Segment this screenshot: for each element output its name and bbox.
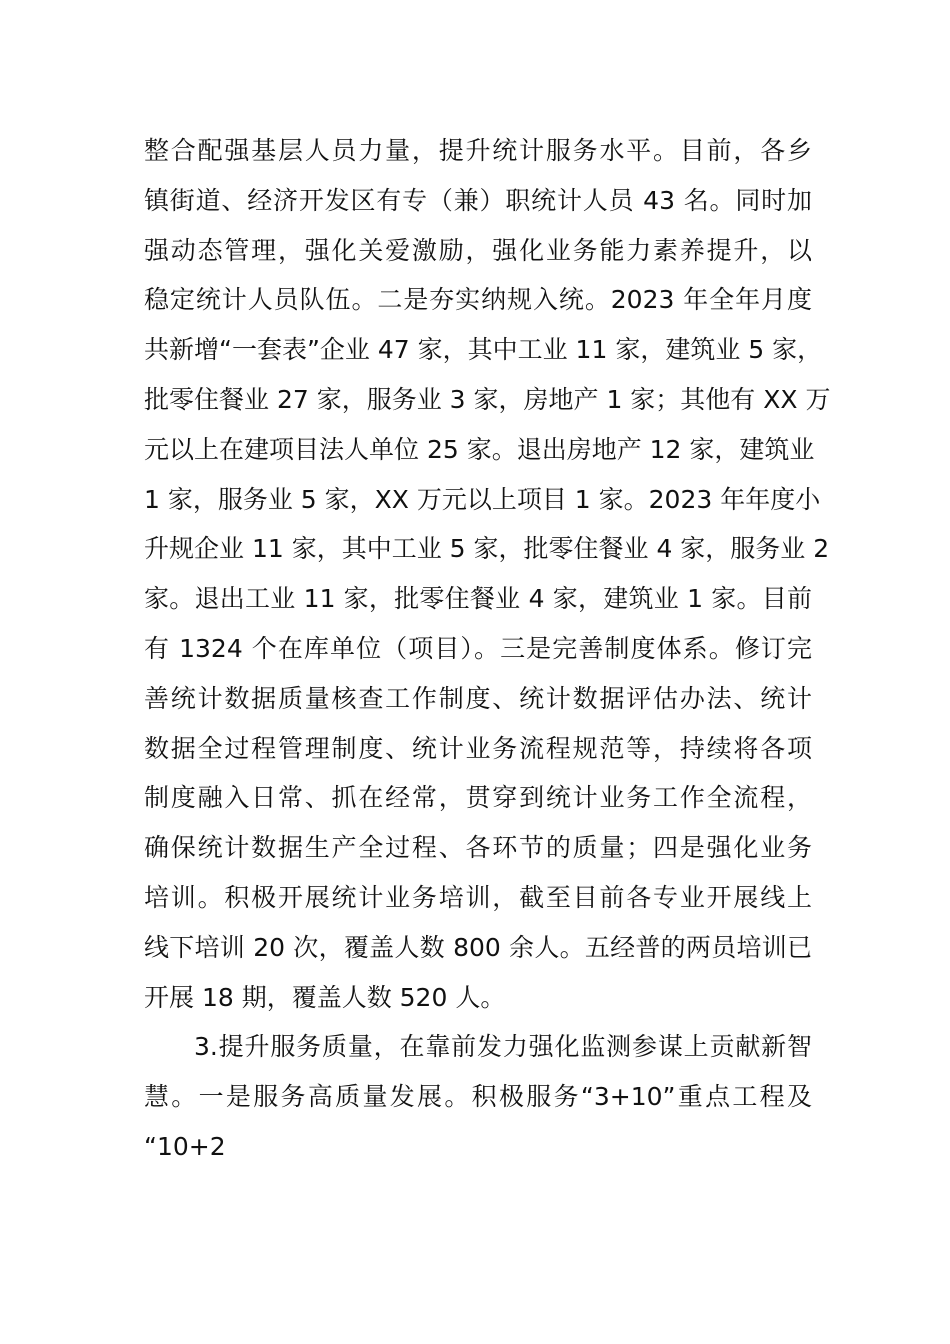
text-line: 强动态管理，强化关爱激励，强化业务能力素养提升，以 [144, 235, 812, 265]
text-line: 镇街道、经济开发区有专（兼）职统计人员 43 名。同时加 [144, 185, 812, 215]
section-heading-line: 3.提升服务质量，在靠前发力强化监测参谋上贡献新智 [194, 1032, 812, 1062]
text-line: “10+2 [144, 1131, 226, 1161]
text-line: 慧。一是服务高质量发展。积极服务“3+10”重点工程及 [144, 1082, 812, 1112]
text-line: 数据全过程管理制度、统计业务流程规范等，持续将各项 [144, 733, 812, 763]
text-line: 善统计数据质量核查工作制度、统计数据评估办法、统计 [144, 683, 812, 713]
text-line: 共新增“一套表”企业 47 家，其中工业 11 家，建筑业 5 家， [144, 335, 823, 365]
text-line: 整合配强基层人员力量，提升统计服务水平。目前，各乡 [144, 136, 812, 165]
text-line: 批零住餐业 27 家，服务业 3 家，房地产 1 家；其他有 XX 万 [144, 384, 831, 414]
body-text [144, 126, 831, 1172]
text-line: 升规企业 11 家，其中工业 5 家，批零住餐业 4 家，服务业 2 [144, 534, 830, 564]
text-line: 1 家，服务业 5 家，XX 万元以上项目 1 家。2023 年年度小 [144, 484, 821, 514]
text-line: 确保统计数据生产全过程、各环节的质量；四是强化业务 [144, 833, 812, 863]
text-line: 元以上在建项目法人单位 25 家。退出房地产 12 家，建筑业 [144, 434, 815, 464]
text-line: 稳定统计人员队伍。二是夯实纳规入统。2023 年全年月度 [144, 285, 812, 315]
text-line: 制度融入日常、抓在经常，贯穿到统计业务工作全流程， [144, 783, 812, 813]
text-line: 有 1324 个在库单位（项目）。三是完善制度体系。修订完 [144, 633, 812, 663]
text-line: 线下培训 20 次，覆盖人数 800 余人。五经普的两员培训已 [144, 932, 812, 962]
text-line: 开展 18 期，覆盖人数 520 人。 [144, 982, 506, 1012]
text-line: 家。退出工业 11 家，批零住餐业 4 家，建筑业 1 家。目前 [144, 584, 812, 614]
text-line: 培训。积极开展统计业务培训，截至目前各专业开展线上 [144, 882, 812, 912]
